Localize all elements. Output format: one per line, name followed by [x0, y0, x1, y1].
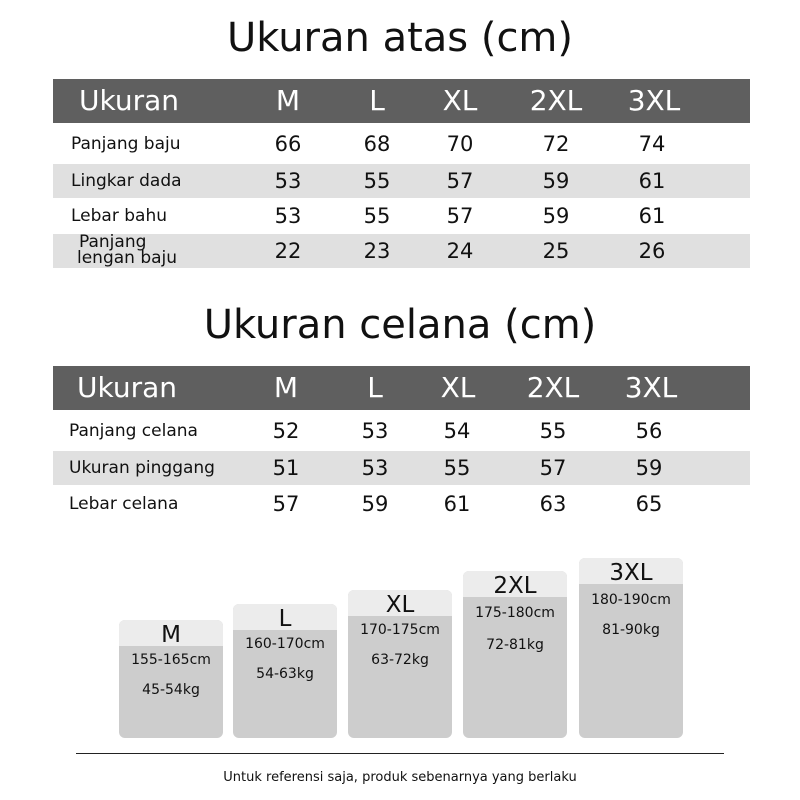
- row-label: Panjang celana: [69, 421, 198, 441]
- row-value: 55: [539, 419, 567, 443]
- size-card-2xl: [463, 571, 567, 738]
- row-value: 22: [274, 239, 302, 263]
- row-value: 25: [542, 239, 570, 263]
- size-card-3xl: [579, 558, 683, 738]
- bottom-table-row: [53, 451, 750, 485]
- row-label-line: lengan baju: [77, 248, 178, 268]
- size-card-label: L: [233, 604, 337, 630]
- size-card-label: 3XL: [579, 558, 683, 584]
- size-card-label: M: [119, 620, 223, 646]
- size-card-height: 170-175cm: [360, 622, 440, 638]
- bottom-header-size: L: [367, 371, 383, 404]
- row-value: 52: [272, 419, 300, 443]
- row-value: 55: [443, 456, 471, 480]
- size-card-weight: 54-63kg: [256, 666, 314, 682]
- top-table-header: [53, 79, 750, 123]
- row-label: Lingkar dada: [71, 171, 182, 191]
- row-value: 68: [363, 132, 391, 156]
- size-card-weight: 81-90kg: [602, 622, 660, 638]
- row-value: 65: [635, 492, 663, 516]
- bottom-header-size: M: [273, 371, 299, 404]
- row-label: Lebar celana: [69, 494, 179, 514]
- row-value: 63: [539, 492, 567, 516]
- row-value: 74: [638, 132, 666, 156]
- reference-footnote: Untuk referensi saja, produk sebenarnya yang berlaku: [223, 770, 577, 785]
- row-label: Panjang baju: [71, 134, 181, 154]
- row-value: 53: [361, 419, 389, 443]
- bottom-table-row: [53, 414, 750, 448]
- row-value: 59: [542, 204, 570, 228]
- top-table-row: [53, 234, 750, 268]
- size-card-l: [233, 604, 337, 738]
- bottom-table-row: [53, 487, 750, 521]
- bottom-table-title: Ukuran celana (cm): [203, 302, 597, 348]
- row-value: 51: [272, 456, 300, 480]
- bottom-header-label: Ukuran: [77, 371, 178, 404]
- row-value: 54: [443, 419, 471, 443]
- top-header-size: XL: [442, 84, 478, 117]
- row-value: 57: [446, 169, 474, 193]
- row-value: 72: [542, 132, 570, 156]
- size-card-xl: [348, 590, 452, 738]
- row-label: Ukuran pinggang: [69, 458, 215, 478]
- size-card-weight: 72-81kg: [486, 637, 544, 653]
- size-card-height: 175-180cm: [475, 605, 555, 621]
- top-header-label: Ukuran: [79, 84, 180, 117]
- row-value: 61: [638, 169, 666, 193]
- row-value: 55: [363, 204, 391, 228]
- row-value: 57: [446, 204, 474, 228]
- row-value: 53: [274, 169, 302, 193]
- size-card-label: 2XL: [463, 571, 567, 597]
- row-value: 55: [363, 169, 391, 193]
- bottom-header-size: 2XL: [526, 371, 580, 404]
- row-value: 59: [635, 456, 663, 480]
- bottom-table-header: [53, 366, 750, 410]
- row-value: 57: [272, 492, 300, 516]
- row-value: 24: [446, 239, 474, 263]
- row-value: 56: [635, 419, 663, 443]
- row-value: 53: [274, 204, 302, 228]
- row-value: 59: [361, 492, 389, 516]
- row-value: 26: [638, 239, 666, 263]
- top-header-size: 2XL: [529, 84, 583, 117]
- row-value: 23: [363, 239, 391, 263]
- size-card-height: 160-170cm: [245, 636, 325, 652]
- row-value: 70: [446, 132, 474, 156]
- top-table-row: [53, 164, 750, 198]
- size-card-label: XL: [348, 590, 452, 616]
- size-card-height: 180-190cm: [591, 592, 671, 608]
- size-card-height: 155-165cm: [131, 652, 211, 668]
- row-label-line: Panjang: [79, 232, 147, 252]
- top-table-title: Ukuran atas (cm): [226, 15, 573, 61]
- row-value: 61: [638, 204, 666, 228]
- top-header-size: M: [275, 84, 301, 117]
- row-value: 53: [361, 456, 389, 480]
- size-card-weight: 63-72kg: [371, 652, 429, 668]
- size-card-m: [119, 620, 223, 738]
- top-table-row: [53, 199, 750, 233]
- size-card-weight: 45-54kg: [142, 682, 200, 698]
- row-label: [79, 234, 177, 268]
- bottom-header-size: 3XL: [624, 371, 678, 404]
- row-value: 66: [274, 132, 302, 156]
- row-value: 61: [443, 492, 471, 516]
- top-table-row: [53, 127, 750, 161]
- row-value: 59: [542, 169, 570, 193]
- row-value: 57: [539, 456, 567, 480]
- top-header-size: 3XL: [627, 84, 681, 117]
- bottom-header-size: XL: [440, 371, 476, 404]
- row-label: Lebar bahu: [71, 206, 167, 226]
- footer-divider: [76, 753, 724, 754]
- top-header-size: L: [369, 84, 385, 117]
